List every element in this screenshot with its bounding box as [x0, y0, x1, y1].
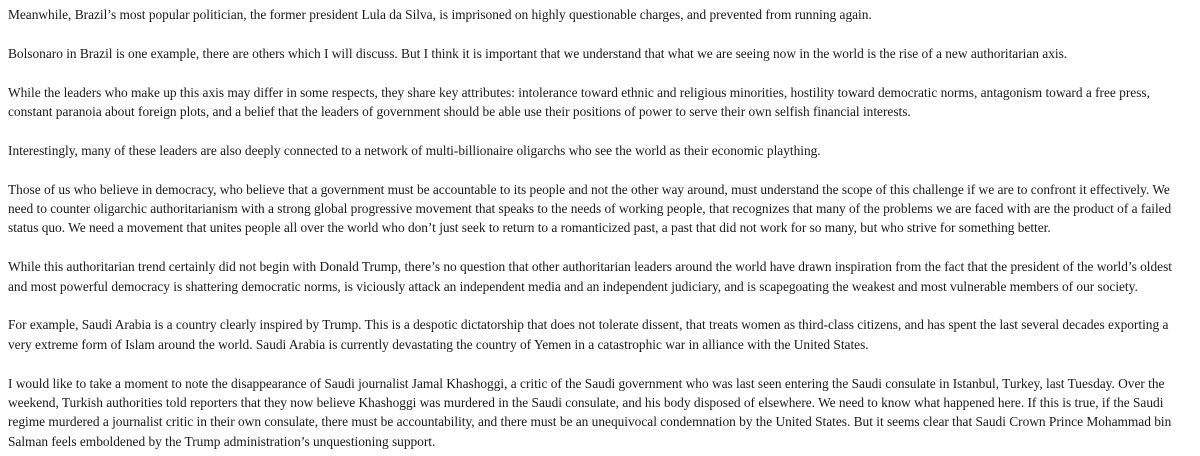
paragraph-axis-attributes: While the leaders who make up this axis may differ in some respects, they share key attributes: intolerance toward ethnic and religious minorities, hostility toward democratic norms, antagonism toward a free press, constant paranoia about foreign plots, and a belief that the leaders of government should be able use their positions of power to serve their own selfish financial interests.: [8, 84, 1150, 119]
paragraph-lula: Meanwhile, Brazil’s most popular politician, the former president Lula da Silva, is imprisoned on highly questionable charges, and prevented from running again.: [8, 7, 872, 22]
paragraph-trump-trend: While this authoritarian trend certainly did not begin with Donald Trump, there’s no question that other authoritarian leaders around the world have drawn inspiration from the fact that the president of the world’s oldest and most powerful democracy is shattering democratic norms, is viciously attack an independent media and an independent judiciary, and is scapegoating the weakest and most vulnerable members of our society.: [8, 259, 1172, 294]
paragraph-oligarchs: Interestingly, many of these leaders are also deeply connected to a network of multi-billionaire oligarchs who see the world as their economic plaything.: [8, 142, 821, 158]
paragraph-bolsonaro: Bolsonaro in Brazil is one example, there are others which I will discuss. But I think it is important that we understand that what we are seeing now in the world is the rise of a new authoritarian axis.: [8, 45, 1068, 61]
paragraph-saudi-arabia: For example, Saudi Arabia is a country clearly inspired by Trump. This is a despotic dictatorship that does not tolerate dissent, that treats women as third-class citizens, and has spent the last several decades exporting a very extreme form of Islam around the world. Saudi Arabia is currently devastating the country of Yemen in a catastrophic war in alliance with the United States.: [8, 317, 1169, 352]
paragraph-democracy: Those of us who believe in democracy, who believe that a government must be accountable to its people and not the other way around, must understand the scope of this challenge if we are to confront it effectively. We need to counter oligarchic authoritarianism with a strong global progressive movement that speaks to the needs of working people, that recognizes that many of the problems we are faced with are the product of a failed status quo. We need a movement that unites people all over the world who don’t just seek to return to a romanticized past, a past that did not work for so many, but who strive for something better.: [8, 181, 1172, 236]
paragraph-khashoggi: I would like to take a moment to note the disappearance of Saudi journalist Jamal Khashoggi, a critic of the Saudi government who was last seen entering the Saudi consulate in Istanbul, Turkey, last Tuesday. Over the weekend, Turkish authorities told reporters that they now believe Khashoggi was murdered in the Saudi consulate, and his body disposed of elsewhere. We need to know what happened here. If this is true, if the Saudi regime murdered a journalist critic in their own consulate, there must be accountability, and there must be an unequivocal condemnation by the United States. But it seems clear that Saudi Crown Prince Mohammad bin Salman feels emboldened by the Trump administration’s unquestioning support.: [8, 375, 1172, 449]
